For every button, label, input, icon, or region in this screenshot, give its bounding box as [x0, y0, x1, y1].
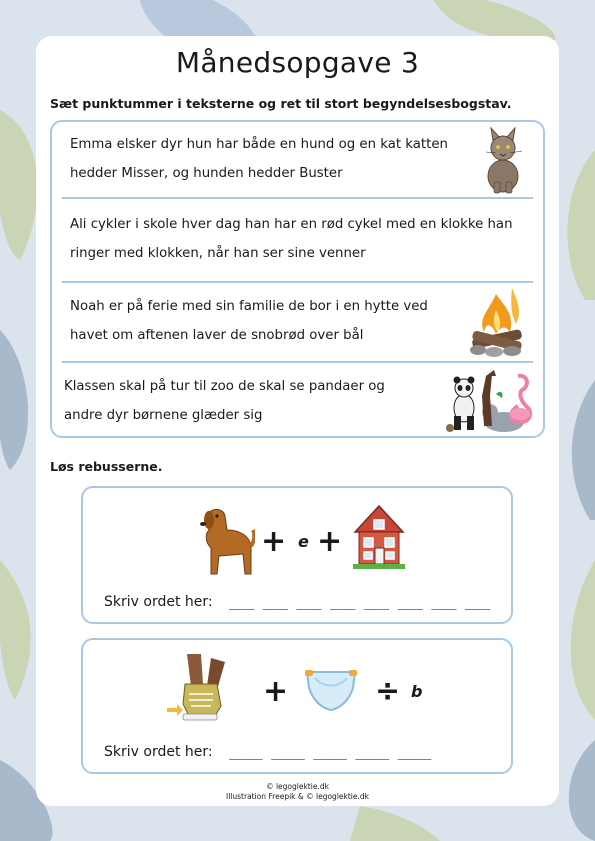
divider [62, 361, 533, 363]
sentence-3-line1: Noah er på ferie med sin familie de bor i en hytte ved [70, 299, 428, 314]
sentence-3-line2: havet om aftenen laver de snobrød over bål [70, 328, 364, 343]
divider [62, 197, 533, 199]
plus-sign: + [261, 524, 287, 559]
sentence-1-line1: Emma elsker dyr hun har både en hund og en kat katten [70, 137, 448, 152]
plus-sign: + [263, 674, 289, 709]
sentence-4 [64, 372, 464, 430]
shoe-lacing-icon [167, 654, 233, 724]
zoo-animals-icon [446, 366, 536, 434]
divider [62, 281, 533, 283]
sentence-1-line2: hedder Misser, og hunden hedder Buster [70, 166, 343, 181]
answer-blanks[interactable]: ___ ___ ___ ___ ___ ___ ___ ___ [229, 594, 491, 610]
answer-label: Skriv ordet her: [104, 744, 213, 760]
divide-sign: ÷ [375, 674, 401, 709]
answer-label: Skriv ordet her: [104, 594, 213, 610]
sentence-1 [70, 130, 470, 188]
section1-instruction: Sæt punktummer i teksterne og ret til stort begyndelsesbogstav. [50, 96, 512, 111]
house-icon [351, 502, 407, 570]
sentence-2-line1: Ali cykler i skole hver dag han har en rød cykel med en klokke han [70, 217, 513, 232]
answer-blanks[interactable]: ____ ____ ____ ____ ____ [229, 744, 432, 760]
rebus-letter: e [298, 532, 309, 551]
campfire-icon [466, 284, 528, 358]
cat-icon [482, 126, 524, 194]
plus-sign: + [317, 524, 343, 559]
sentence-4-line1: Klassen skal på tur til zoo de skal se pandaer og [64, 379, 385, 394]
section2-instruction: Løs rebusserne. [50, 459, 163, 474]
diaper-icon [303, 664, 359, 714]
dog-icon [197, 504, 255, 576]
rebus-2 [81, 638, 513, 774]
sentence-2 [70, 210, 540, 268]
sentence-3 [70, 292, 470, 350]
sentence-4-line2: andre dyr børnene glæder sig [64, 408, 263, 423]
worksheet [36, 36, 559, 806]
rebus-1 [81, 486, 513, 624]
sentence-2-line2: ringer med klokken, når han ser sine venner [70, 246, 366, 261]
sentences-box [50, 120, 545, 438]
page-title: Månedsopgave 3 [175, 46, 420, 79]
footer-copyright: © legoglektie.dk [266, 782, 329, 791]
footer-credit: Illustration Freepik & © legoglektie.dk [226, 792, 369, 801]
rebus-letter: b [411, 682, 423, 701]
